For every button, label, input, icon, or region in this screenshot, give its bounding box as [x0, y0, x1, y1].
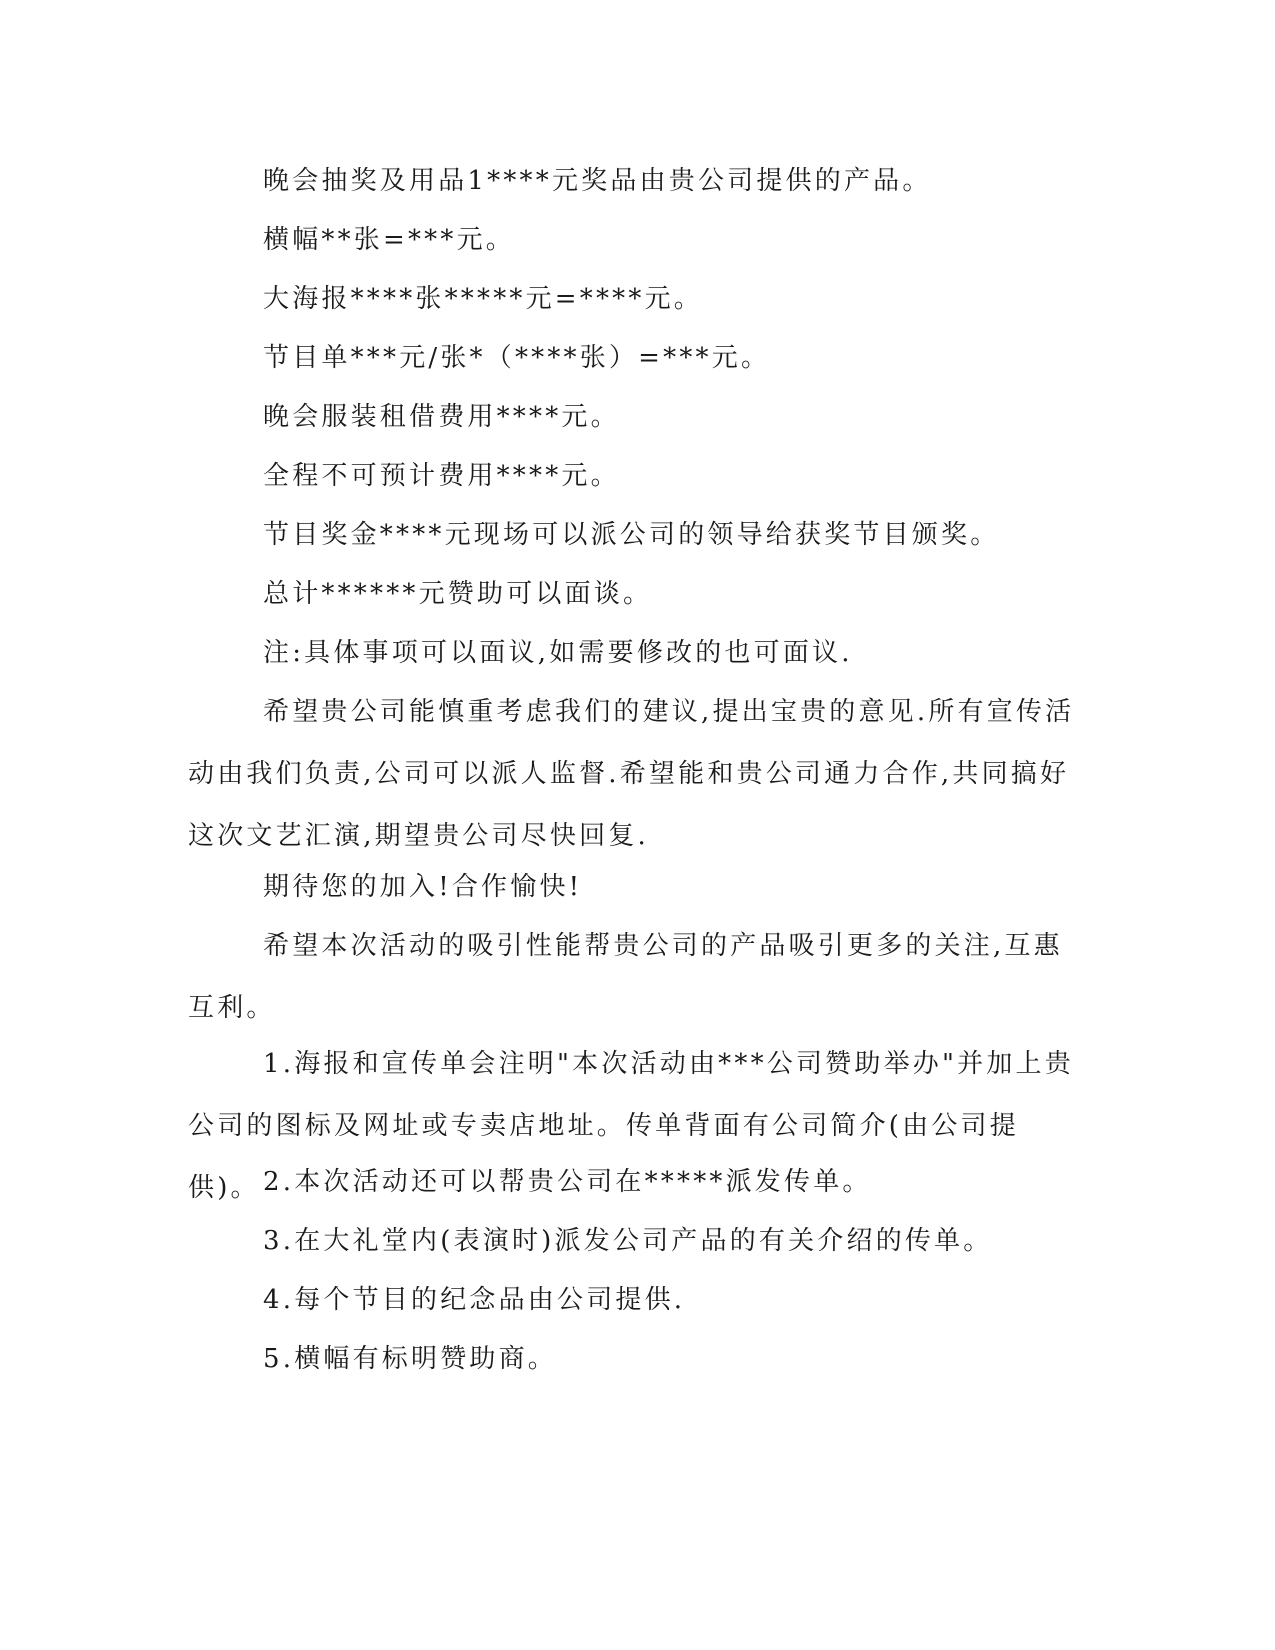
paragraph-program-cost: 节目单***元/张*（****张）=***元。 [263, 343, 771, 373]
paragraph-prize-items: 晚会抽奖及用品1****元奖品由贵公司提供的产品。 [263, 166, 932, 196]
list-item-4: 4.每个节目的纪念品由公司提供. [263, 1285, 686, 1315]
paragraph-mutual-benefit: 希望本次活动的吸引性能帮贵公司的产品吸引更多的关注,互惠互利。 [188, 931, 1063, 1023]
paragraph-note: 注:具体事项可以面议,如需要修改的也可面议. [263, 638, 853, 668]
paragraph-unexpected-cost: 全程不可预计费用****元。 [263, 461, 620, 491]
paragraph-program-award: 节目奖金****元现场可以派公司的领导给获奖节目颁奖。 [263, 520, 1000, 550]
list-item-3: 3.在大礼堂内(表演时)派发公司产品的有关介绍的传单。 [263, 1226, 993, 1256]
paragraph-hope-cooperation: 希望贵公司能慎重考虑我们的建议,提出宝贵的意见.所有宣传活动由我们负责,公司可以派人监督.希望能和贵公司通力合作,共同搞好这次文艺汇演,期望贵公司尽快回复. [188, 697, 1075, 851]
paragraph-look-forward: 期待您的加入!合作愉快! [263, 872, 583, 902]
paragraph-poster-cost: 大海报****张*****元=****元。 [263, 284, 703, 314]
paragraph-total: 总计******元赞助可以面谈。 [263, 579, 653, 609]
list-item-2: 2.本次活动还可以帮贵公司在*****派发传单。 [263, 1167, 872, 1197]
list-item-5: 5.横幅有标明赞助商。 [263, 1344, 558, 1374]
list-item-1: 1.海报和宣传单会注明"本次活动由***公司赞助举办"并加上贵公司的图标及网址或专卖店地址。传单背面有公司简介(由公司提供)。 [188, 1049, 1074, 1203]
paragraph-banner-cost: 横幅**张=***元。 [263, 225, 515, 255]
paragraph-costume-cost: 晚会服装租借费用****元。 [263, 402, 620, 432]
